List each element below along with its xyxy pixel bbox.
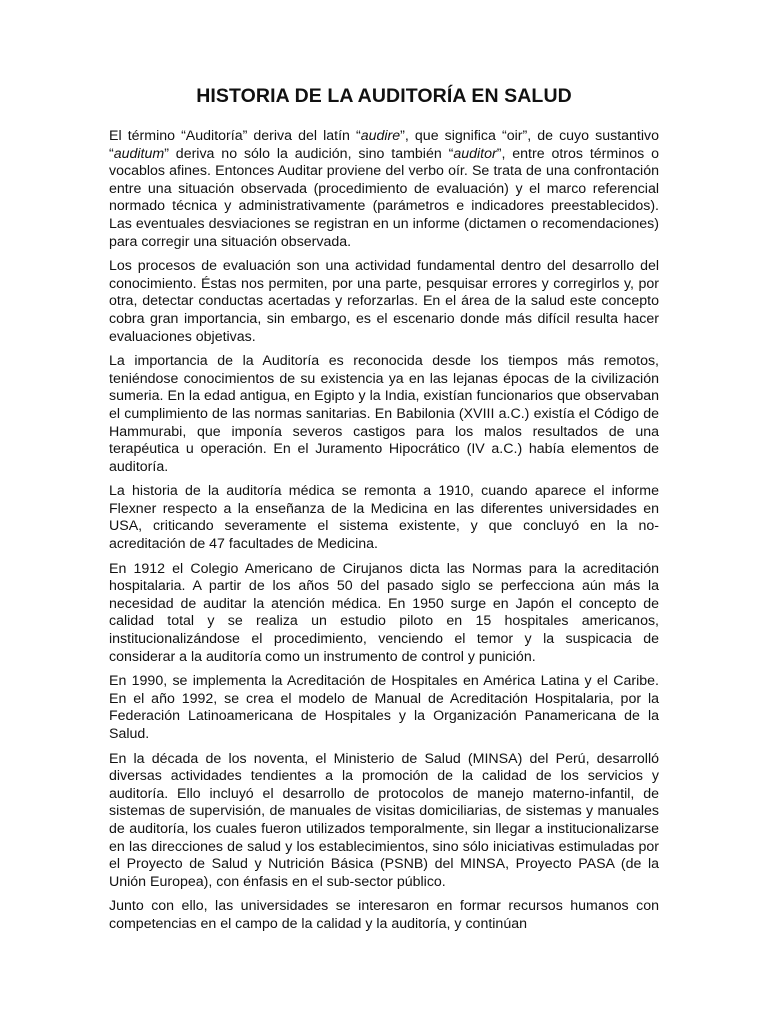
paragraph-1-term-audire: audire: [360, 128, 401, 144]
paragraph-2: Los procesos de evaluación son una actividad fundamental dentro del desarrollo del conocimiento. Éstas nos permiten, por una parte, pesquisar errores y corregirlos y, por otra, detectar conductas acertadas y reforzarlas. En el área de la salud este concepto cobra gran importancia, sin embargo, es el escenario donde más difícil resulta hacer evaluaciones objetivas.: [109, 258, 659, 345]
paragraph-1-term-auditum: auditum: [113, 145, 165, 162]
paragraph-8: Junto con ello, las universidades se interesaron en formar recursos humanos con competencias en el campo de la calidad y la auditoría, y continúan: [109, 898, 659, 932]
document-page: [109, 84, 659, 941]
paragraph-1-text-g: ”, entre otros términos o vocablos afines. Entonces Auditar proviene del verbo oír. Se trata de una confrontación entre una situación observada (procedimiento de evaluación) y el marco referencial normado técnica y administrativamente (parámetros e indicadores preestablecidos). Las eventuales desviaciones se registran en un informe (dictamen o recomendaciones) para corregir una situación observada.: [109, 145, 659, 250]
paragraph-4: La historia de la auditoría médica se remonta a 1910, cuando aparece el informe Flexner respecto a la enseñanza de la Medicina en las diferentes universidades en USA, criticando severamente el sistema existente, y que concluyó en la no-acreditación de 47 facultades de Medicina.: [109, 483, 659, 553]
paragraph-1-text-e: ” deriva no sólo la audición, sino también “: [164, 145, 454, 162]
paragraph-7: En la década de los noventa, el Ministerio de Salud (MINSA) del Perú, desarrolló diversas actividades tendientes a la promoción de la calidad de los servicios y auditoría. Ello incluyó el desarrollo de protocolos de manejo materno-infantil, de sistemas de supervisión, de manuales de visitas domiciliarias, de sistemas y manuales de auditoría, los cuales fueron utilizados temporalmente, sin llegar a institucionalizarse en las direcciones de salud y los establecimientos, sino sólo iniciativas estimuladas por el Proyecto de Salud y Nutrición Básica (PSNB) del MINSA, Proyecto PASA (de la Unión Europea), con énfasis en el sub-sector público.: [109, 750, 659, 890]
paragraph-1-term-auditor: auditor: [453, 145, 497, 162]
paragraph-5: En 1912 el Colegio Americano de Cirujanos dicta las Normas para la acreditación hospitalaria. A partir de los años 50 del pasado siglo se perfecciona aún más la necesidad de auditar la atención médica. En 1950 surge en Japón el concepto de calidad total y se realiza un estudio piloto en 15 hospitales americanos, institucionalizándose el procedimiento, venciendo el temor y la suspicacia de considerar a la auditoría como un instrumento de control y punición.: [109, 560, 659, 665]
paragraph-1: [109, 128, 659, 251]
document-title: HISTORIA DE LA AUDITORÍA EN SALUD: [196, 85, 572, 107]
paragraph-1-text-c: ”, que significa “oir”, de cuyo sustantivo “: [109, 128, 659, 162]
paragraph-1-text-a: El término “Auditoría” deriva del latín “: [109, 128, 361, 144]
paragraph-3: La importancia de la Auditoría es reconocida desde los tiempos más remotos, teniéndose conocimientos de su existencia ya en las lejanas épocas de la civilización sumeria. En la edad antigua, en Egipto y la India, existían funcionarios que observaban el cumplimiento de las normas sanitarias. En Babilonia (XVIII a.C.) existía el Código de Hammurabi, que imponía severos castigos para los malos resultados de una terapéutica u operación. En el Juramento Hipocrático (IV a.C.) había elementos de auditoría.: [109, 353, 659, 475]
paragraph-6: En 1990, se implementa la Acreditación de Hospitales en América Latina y el Caribe. En el año 1992, se crea el modelo de Manual de Acreditación Hospitalaria, por la Federación Latinoamericana de Hospitales y la Organización Panamericana de la Salud.: [109, 673, 659, 742]
